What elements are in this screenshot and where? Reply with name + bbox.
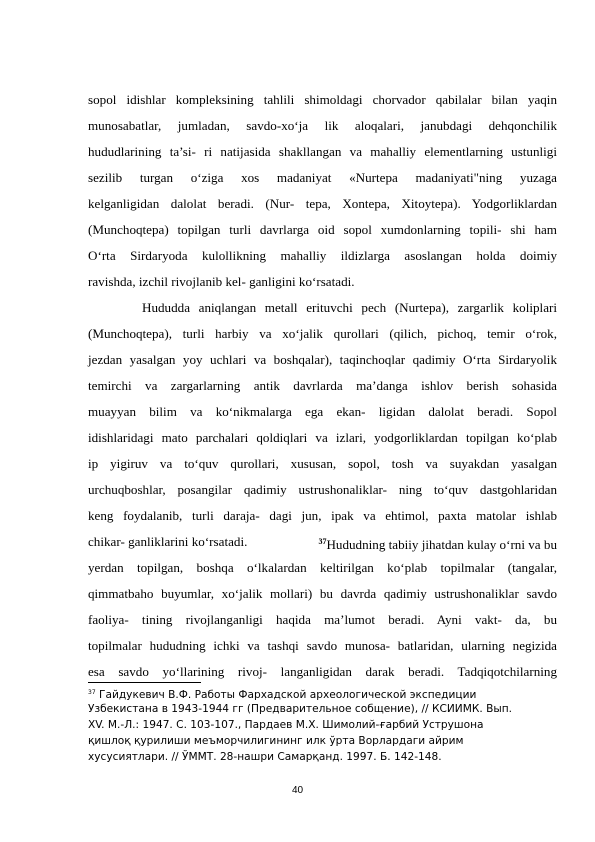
body-line-18-rest — [318, 534, 557, 550]
body-line-18 — [88, 534, 557, 550]
body-line-18-start: chikar- ganliklarini ko‘rsatadi. — [88, 534, 248, 549]
body-line-1: sopol idishlar kompleksining tahlili shimoldagi chorvador qabilalar bilan yaqin — [88, 92, 557, 107]
footnote-line-1 — [88, 686, 528, 700]
footnote-mark: 37 — [88, 689, 96, 696]
body-line-9: Hududda aniqlangan metall erituvchi pech (Nurtepa), zargarlik koliplari — [142, 300, 557, 315]
body-line-5: kelganligidan dalolat beradi. (Nur- tepa, Xontepa, Xitoytepa). Yodgorliklardan — [88, 196, 557, 211]
footnote-line-3: XV. М.-Л.: 1947. С. 103-107., Пардаев М.Х. Шимолий-ғарбий Уструшона — [88, 719, 484, 731]
body-line-8: ravishda, izchil rivojlanib kel- ganligini ko‘rsatadi. — [88, 274, 355, 289]
footnote-divider — [88, 682, 201, 683]
body-line-14: idishlaridagi mato parchalari qoldiqlari va izlari, yodgorliklardan topilgan ko‘plab — [88, 430, 557, 445]
body-line-19: yerdan topilgan, boshqa o‘lkalardan keltirilgan ko‘plab topilmalar (tangalar, — [88, 560, 557, 575]
body-line-23: esa savdo yo‘llarining rivoj- langanligidan darak beradi. Tadqiqotchilarning — [88, 664, 557, 679]
body-line-11: jezdan yasalgan yoy uchlari va boshqalar), taqinchoqlar qadimiy O‘rta Sirdaryolik — [88, 352, 557, 367]
body-line-3: hududlarining ta’si- ri natijasida shakllangan va mahalliy elementlarning ustunligi — [88, 144, 557, 159]
body-line-20: qimmatbaho buyumlar, xo‘jalik mollari) bu davrda qadimiy ustrushonaliklar savdo — [88, 586, 557, 601]
footnote-line-1-text: Гайдукевич В.Ф. Работы Фархадской археологической экспедиции — [99, 689, 477, 701]
body-line-21: faoliya- tining rivojlanganligi haqida ma’lumot beradi. Ayni vakt- da, bu — [88, 612, 557, 627]
footnote-line-4: қишлоқ қурилиши меъморчилигининг илк ўрта Ворлардаги айрим — [88, 735, 464, 747]
body-line-12: temirchi va zargarlarning antik davrlarda ma’danga ishlov berish sohasida — [88, 378, 557, 393]
body-line-6: (Munchoqtepa) topilgan turli davrlarga oid sopol xumdonlarning topili- shi ham — [88, 222, 557, 237]
footnote-line-2: Узбекистана в 1943-1944 гг (Предварительное собщение), // КСИИМК. Вып. — [88, 703, 513, 715]
body-line-10: (Munchoqtepa), turli harbiy va xo‘jalik qurollari (qilich, pichoq, temir o‘rok, — [88, 326, 557, 341]
footnote-reference[interactable]: 37 — [318, 537, 327, 546]
footnote-line-5: хусусиятлари. // ЎММТ. 28-нашри Самарқанд. 1997. Б. 142-148. — [88, 751, 442, 763]
body-line-18-end: Hududning tabiiy jihatdan kulay o‘rni va bu — [326, 537, 557, 552]
body-line-16: urchuqboshlar, posangilar qadimiy ustrushonaliklar- ning to‘quv dastgohlaridan — [88, 482, 557, 497]
body-line-4: sezilib turgan o‘ziga xos madaniyat «Nurtepa madaniyati"ning yuzaga — [88, 170, 557, 185]
body-line-2: munosabatlar, jumladan, savdo-xo‘ja lik aloqalari, janubdagi dehqonchilik — [88, 118, 557, 133]
body-line-13: muayyan bilim va ko‘nikmalarga ega ekan- ligidan dalolat beradi. Sopol — [88, 404, 557, 419]
body-line-22: topilmalar hududning ichki va tashqi savdo munosa- batlaridan, ularning negizida — [88, 638, 557, 653]
body-line-7: O‘rta Sirdaryoda kulollikning mahalliy ildizlarga asoslangan holda doimiy — [88, 248, 557, 263]
page-number: 40 — [291, 785, 304, 796]
body-line-15: ip yigiruv va to‘quv qurollari, xususan, sopol, tosh va suyakdan yasalgan — [88, 456, 557, 471]
body-line-17: keng foydalanib, turli daraja- dagi jun, ipak va ehtimol, paxta matolar ishlab — [88, 508, 557, 523]
